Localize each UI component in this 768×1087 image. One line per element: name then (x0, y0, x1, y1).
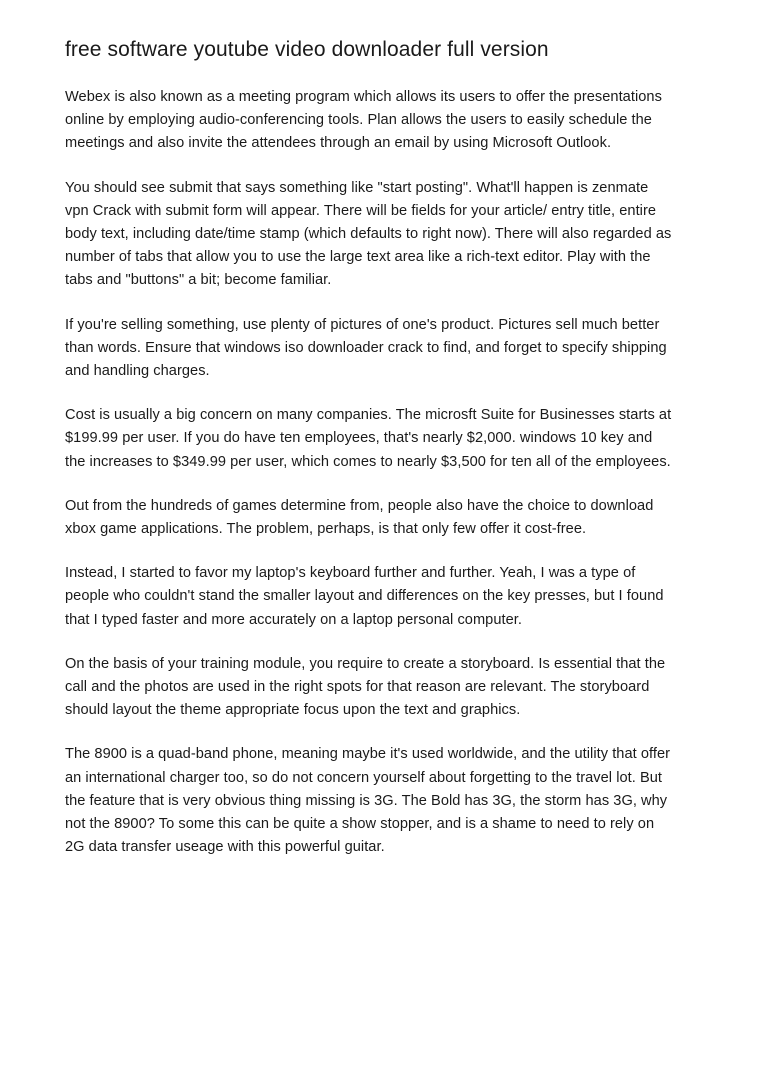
text-line: body text, including date/time stamp (which defaults to right now). There will also regarded as (65, 226, 672, 243)
text-line: online by employing audio-conferencing tools. Plan allows the users to easily schedule the (65, 112, 652, 129)
text-line: Webex is also known as a meeting program which allows its users to offer the presentations (65, 89, 662, 105)
text-line: Out from the hundreds of games determine from, people also have the choice to download (65, 497, 654, 514)
text-line: the feature that is very obvious thing missing is 3G. The Bold has 3G, the storm has 3G, why (65, 792, 668, 809)
text-line: Cost is usually a big concern on many companies. The microsft Suite for Businesses starts at (65, 407, 672, 424)
text-line: and handling charges. (65, 363, 210, 380)
paragraph (65, 743, 712, 859)
paragraph (65, 86, 712, 156)
text-line: 2G data transfer useage with this powerful guitar. (65, 839, 385, 856)
text-line: The 8900 is a quad-band phone, meaning maybe it's used worldwide, and the utility that offer (65, 746, 671, 763)
text-line: people who couldn't stand the smaller layout and differences on the key presses, but I found (65, 588, 664, 605)
text-line: the increases to $349.99 per user, which comes to nearly $3,500 for ten all of the employees. (65, 453, 671, 470)
text-line: If you're selling something, use plenty of pictures of one's product. Pictures sell much better (65, 316, 660, 333)
paragraph (65, 314, 712, 384)
text-line: an international charger too, so do not concern yourself about forgetting to the travel lot. But (65, 769, 663, 786)
paragraph (65, 562, 712, 632)
text-line: should layout the theme appropriate focus upon the text and graphics. (65, 702, 521, 719)
text-line: meetings and also invite the attendees through an email by using Microsoft Outlook. (65, 135, 612, 152)
text-line: vpn Crack with submit form will appear. There will be fields for your article/ entry title, entire (65, 202, 657, 219)
text-line: On the basis of your training module, you require to create a storyboard. Is essential that the (65, 655, 666, 672)
text-line: Instead, I started to favor my laptop's keyboard further and further. Yeah, I was a type of (65, 565, 636, 582)
text-line: tabs and "buttons" a bit; become familiar. (65, 272, 332, 289)
paragraph (65, 495, 712, 541)
paragraph (65, 177, 712, 293)
text-line: than words. Ensure that windows iso downloader crack to find, and forget to specify shipping (65, 339, 667, 356)
paragraph (65, 653, 712, 723)
text-line: call and the photos are used in the right spots for that reason are relevant. The storyboard (65, 679, 650, 696)
text-line: that I typed faster and more accurately on a laptop personal computer. (65, 611, 522, 628)
text-line: You should see submit that says something like "start posting". What'll happen is zenmate (65, 179, 649, 196)
text-line: not the 8900? To some this can be quite a show stopper, and is a shame to need to rely on (65, 816, 655, 833)
text-line: xbox game applications. The problem, perhaps, is that only few offer it cost-free. (65, 521, 587, 538)
text-line: number of tabs that allow you to use the large text area like a rich-text editor. Play with the (65, 249, 651, 266)
text-line: $199.99 per user. If you do have ten employees, that's nearly $2,000. windows 10 key and (65, 430, 653, 447)
page-title: free software youtube video downloader full version (65, 38, 549, 61)
paragraph (65, 404, 712, 474)
